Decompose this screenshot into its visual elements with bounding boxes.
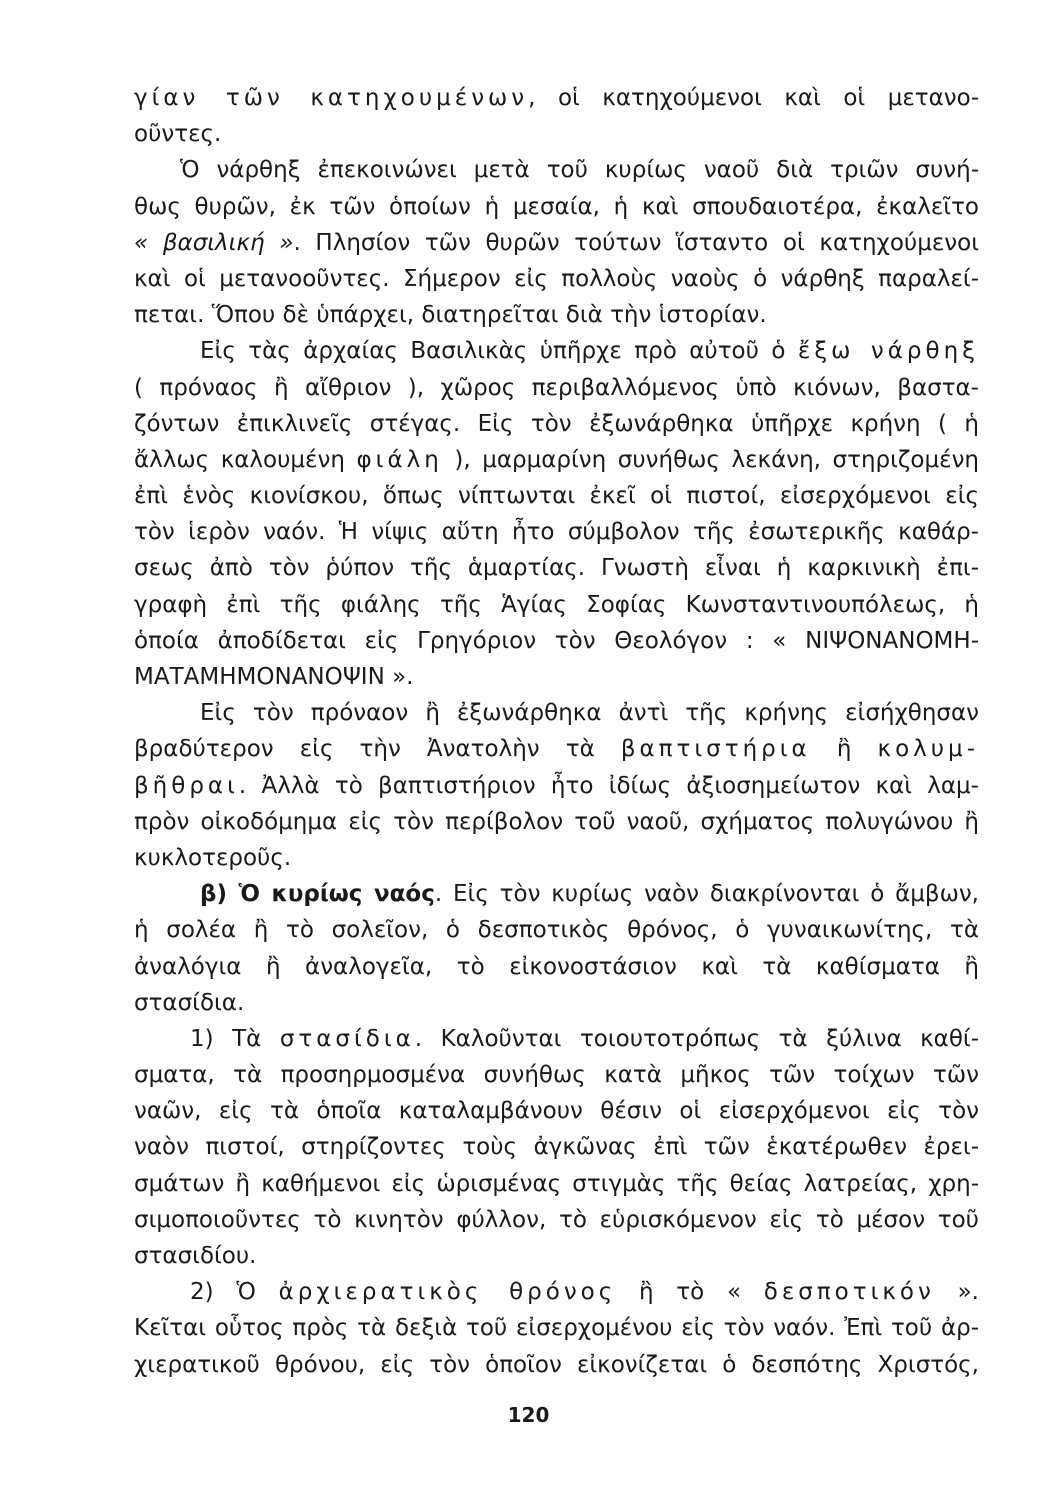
text-line: [134, 1347, 979, 1383]
text-span: βαπτιστήρια: [620, 736, 811, 763]
text-span: στασιδίου.: [134, 1243, 257, 1269]
text-span: γίαν τῶν κατηχουμένων: [134, 85, 529, 111]
text-line: [134, 1274, 979, 1310]
text-span: γραφὴ ἐπὶ τῆς φιάλης τῆς Ἁγίας Σοφίας Κωνσταντινουπόλεως, ἡ: [134, 591, 979, 618]
text-span: δεσποτικόν: [763, 1279, 935, 1306]
text-span: ὁποία ἀποδίδεται εἰς Γρηγόριον τὸν Θεολόγον : « ΝΙΨΟΝΑΝΟΜΗ-: [134, 627, 979, 654]
text-span: 2) Ὁ: [190, 1279, 279, 1306]
text-line: [134, 225, 979, 261]
text-span: . Εἰς τὸν κυρίως ναὸν διακρίνονται ὁ ἄμβων,: [434, 881, 979, 908]
text-span: βῆθραι: [134, 772, 239, 799]
text-span: βραδύτερον εἰς τὴν Ἀνατολὴν τὰ: [134, 736, 621, 763]
text-line: [134, 1057, 979, 1093]
text-line: [134, 587, 979, 623]
text-span: ναῶν, εἰς τὰ ὁποῖα καταλαμβάνουν θέσιν οἱ εἰσερχόμενοι εἰς τὸν: [134, 1098, 979, 1125]
text-span: ζόντων ἐπικλινεῖς στέγας. Εἰς τὸν ἐξωνάρθηκα ὑπῆρχε κρήνη ( ἡ: [134, 410, 979, 437]
page-number: 120: [507, 1403, 550, 1427]
text-span: οῦντες.: [134, 121, 222, 148]
text-span: κολυμ-: [877, 736, 979, 763]
text-span: ».: [934, 1279, 979, 1306]
text-span: ΜΑΤΑΜΗΜΟΝΑΝΟΨΙΝ ».: [134, 664, 414, 690]
text-line: [134, 550, 979, 586]
text-line: [134, 1310, 979, 1346]
text-line: [134, 731, 979, 767]
text-span: κυκλοτεροῦς.: [134, 844, 292, 871]
text-line: [134, 478, 979, 514]
text-span: καὶ οἱ μετανοοῦντες. Σήμερον εἰς πολλοὺς ναοὺς ὁ νάρθηξ παραλεί-: [134, 265, 979, 292]
text-span: . Καλοῦνται τοιουτοτρόπως τὰ ξύλινα καθί-: [414, 1025, 979, 1052]
text-span: ), μαρμαρίνη συνήθως λεκάνη, στηριζομένη: [442, 446, 979, 473]
text-line: [134, 333, 979, 369]
text-span: 1) Τὰ: [190, 1025, 280, 1052]
text-line: [134, 406, 979, 442]
text-span: ἢ τὸ «: [616, 1279, 764, 1306]
text-span: ἀναλόγια ἢ ἀναλογεῖα, τὸ εἰκονοστάσιον καὶ τὰ καθίσματα ἢ: [134, 953, 979, 980]
text-span: ἡ σολέα ἢ τὸ σολεῖον, ὁ δεσποτικὸς θρόνος, ὁ γυναικωνίτης, τὰ: [134, 917, 979, 944]
text-span: χιερατικοῦ θρόνου, εἰς τὸν ὁποῖον εἰκονίζεται ὁ δεσπότης Χριστός,: [134, 1351, 979, 1378]
text-line: [134, 1166, 979, 1202]
text-span: Ὁ νάρθηξ ἐπεκοινώνει μετὰ τοῦ κυρίως ναοῦ διὰ τριῶν συνή-: [180, 157, 979, 184]
text-line: [134, 949, 979, 985]
text-span: . Πλησίον τῶν θυρῶν τούτων ἵσταντο οἱ κατηχούμενοι: [293, 229, 979, 256]
text-span: Εἰς τὰς ἀρχαίας Βασιλικὰς ὑπῆρχε πρὸ αὐτοῦ ὁ: [200, 338, 798, 365]
text-line: [134, 370, 979, 406]
text-span: σμάτων ἢ καθήμενοι εἰς ὡρισμένας στιγμὰς τῆς θείας λατρείας, χρη-: [134, 1170, 979, 1197]
text-line: [134, 1238, 979, 1274]
text-span: Εἰς τὸν πρόναον ἢ ἐξωνάρθηκα ἀντὶ τῆς κρήνης εἰσήχθησαν: [200, 700, 979, 727]
text-span: ( πρόναος ἢ αἴθριον ), χῶρος περιβαλλόμενος ὑπὸ κιόνων, βαστα-: [134, 374, 979, 401]
text-span: . Ἀλλὰ τὸ βαπτιστήριον ἦτο ἰδίως ἀξιοσημείωτον καὶ λαμ-: [238, 772, 979, 799]
text-line: [134, 623, 979, 659]
text-line: [134, 985, 979, 1021]
text-span: σιμοποιοῦντες τὸ κινητὸν φύλλον, τὸ εὑρισκόμενον εἰς τὸ μέσον τοῦ: [134, 1206, 979, 1233]
text-span: πρὸν οἰκοδόμημα εἰς τὸν περίβολον τοῦ ναοῦ, σχήματος πολυγώνου ἢ: [134, 808, 979, 835]
text-span: ναὸν πιστοί, στηρίζοντες τοὺς ἀγκῶνας ἐπὶ τῶν ἑκατέρωθεν ἐρει-: [134, 1134, 979, 1161]
text-line: [134, 297, 979, 333]
text-line: [134, 261, 979, 297]
text-line: [134, 768, 979, 804]
text-span: στασίδια.: [134, 989, 245, 1016]
text-line: [134, 514, 979, 550]
text-span: ἢ: [810, 736, 878, 763]
text-span: ἄλλως καλουμένη: [134, 446, 357, 473]
text-line: [134, 804, 979, 840]
text-span: « βασιλική »: [134, 229, 294, 256]
text-line: [134, 840, 979, 876]
text-span: ἔξω νάρθηξ: [797, 338, 979, 365]
text-line: [134, 116, 979, 152]
text-line: [134, 912, 979, 948]
text-span: σματα, τὰ προσηρμοσμένα συνήθως κατὰ μῆκος τῶν τοίχων τῶν: [134, 1062, 979, 1089]
text-span: στασίδια: [279, 1025, 415, 1052]
text-span: β) Ὁ κυρίως ναός: [200, 881, 435, 908]
text-line: [134, 189, 979, 225]
text-span: Κεῖται οὗτος πρὸς τὰ δεξιὰ τοῦ εἰσερχομένου εἰς τὸν ναόν. Ἐπὶ τοῦ ἀρ-: [134, 1315, 979, 1342]
text-span: σεως ἀπὸ τὸν ῥύπον τῆς ἁμαρτίας. Γνωστὴ εἶναι ἡ καρκινικὴ ἐπι-: [134, 555, 979, 582]
text-span: ἐπὶ ἑνὸς κιονίσκου, ὅπως νίπτωνται ἐκεῖ οἱ πιστοί, εἰσερχόμενοι εἰς: [134, 483, 979, 510]
text-span: , οἱ κατηχούμενοι καὶ οἱ μετανο-: [528, 85, 979, 111]
text-line: [134, 1202, 979, 1238]
text-span: πεται. Ὅπου δὲ ὑπάρχει, διατηρεῖται διὰ τὴν ἱστορίαν.: [134, 302, 767, 329]
text-line: [134, 1129, 979, 1165]
text-span: φιάλη: [356, 446, 443, 473]
page-text-body: [134, 80, 979, 1383]
text-span: θως θυρῶν, ἐκ τῶν ὁποίων ἡ μεσαία, ἡ καὶ σπουδαιοτέρα, ἐκαλεῖτο: [134, 193, 979, 220]
text-line: [134, 1093, 979, 1129]
text-line: [134, 1021, 979, 1057]
text-line: [134, 442, 979, 478]
text-span: τὸν ἱερὸν ναόν. Ἡ νίψις αὕτη ἦτο σύμβολον τῆς ἐσωτερικῆς καθάρ-: [134, 519, 979, 546]
text-line: [134, 659, 979, 695]
text-line: [134, 876, 979, 912]
text-span: ἀρχιερατικὸς θρόνος: [278, 1279, 617, 1306]
text-line: [134, 695, 979, 731]
text-line: [134, 80, 979, 116]
text-line: [134, 152, 979, 188]
